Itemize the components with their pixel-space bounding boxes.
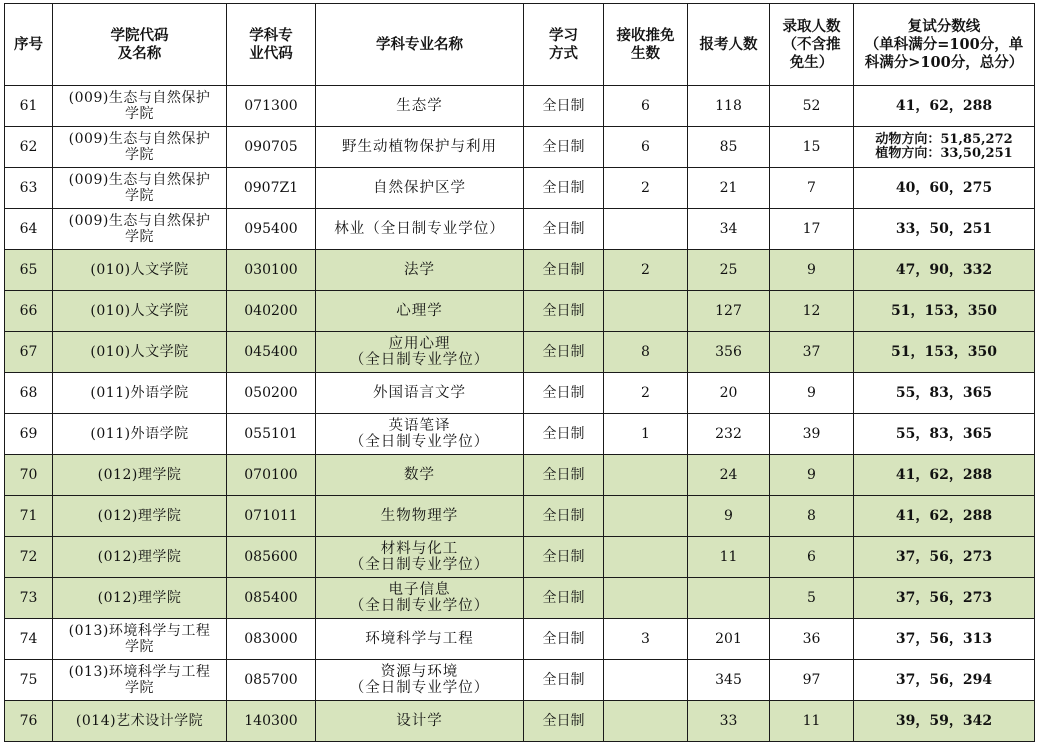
cell-code: 071011	[227, 496, 316, 537]
cell-admitted: 36	[770, 619, 854, 660]
cell-score-line	[854, 250, 1035, 291]
cell-admitted: 9	[770, 250, 854, 291]
cell-major-name-line: 外国语言文学	[373, 385, 466, 401]
cell-score-line	[854, 578, 1035, 619]
table-row	[5, 455, 1035, 496]
cell-college	[53, 209, 227, 250]
cell-college-line: (014)艺术设计学院	[75, 713, 204, 729]
cell-code: 030100	[227, 250, 316, 291]
cell-major-name-line: 林业（全日制专业学位）	[334, 221, 505, 237]
cell-score-line-line: 39，59，342	[895, 713, 993, 729]
cell-score-line-line: 动物方向：51,85,272	[875, 132, 1013, 147]
cell-exempt-count: 6	[604, 127, 688, 168]
cell-college	[53, 660, 227, 701]
cell-code: 050200	[227, 373, 316, 414]
cell-college	[53, 86, 227, 127]
cell-score-line	[854, 373, 1035, 414]
cell-college-line: (011)外语学院	[90, 426, 189, 442]
cell-seq: 66	[5, 291, 53, 332]
cell-applicants: 24	[688, 455, 770, 496]
cell-college	[53, 332, 227, 373]
cell-score-line-line: 41，62，288	[895, 508, 993, 524]
cell-college	[53, 537, 227, 578]
cell-study-mode: 全日制	[524, 209, 604, 250]
cell-exempt-count	[604, 578, 688, 619]
cell-college-line: 学院	[125, 229, 154, 245]
cell-college	[53, 619, 227, 660]
cell-seq: 73	[5, 578, 53, 619]
cell-score-line	[854, 414, 1035, 455]
cell-exempt-count: 2	[604, 168, 688, 209]
cell-seq: 64	[5, 209, 53, 250]
table-row	[5, 86, 1035, 127]
cell-admitted: 9	[770, 373, 854, 414]
cell-major-name	[316, 86, 524, 127]
cell-score-line-line: 33，50，251	[895, 221, 993, 237]
cell-seq: 70	[5, 455, 53, 496]
cell-college	[53, 578, 227, 619]
cell-study-mode: 全日制	[524, 578, 604, 619]
cell-admitted: 15	[770, 127, 854, 168]
cell-major-name-line: （全日制专业学位）	[349, 680, 490, 696]
table-row	[5, 701, 1035, 742]
cell-score-line	[854, 291, 1035, 332]
cell-study-mode: 全日制	[524, 414, 604, 455]
cell-major-name	[316, 209, 524, 250]
cell-college-line: (013)环境科学与工程	[68, 623, 211, 639]
cell-major-name	[316, 168, 524, 209]
cell-applicants: 34	[688, 209, 770, 250]
cell-score-line	[854, 496, 1035, 537]
cell-seq: 68	[5, 373, 53, 414]
cell-seq: 65	[5, 250, 53, 291]
cell-code: 095400	[227, 209, 316, 250]
cell-code: 0907Z1	[227, 168, 316, 209]
cell-college-line: (012)理学院	[97, 508, 182, 524]
table-row	[5, 496, 1035, 537]
cell-exempt-count	[604, 455, 688, 496]
header-exempt: 接收推免 生数	[604, 4, 688, 86]
table-row	[5, 373, 1035, 414]
cell-study-mode: 全日制	[524, 496, 604, 537]
cell-score-line-line: 37，56，294	[895, 672, 993, 688]
cell-admitted: 6	[770, 537, 854, 578]
cell-college	[53, 291, 227, 332]
cell-score-line	[854, 701, 1035, 742]
cell-seq: 61	[5, 86, 53, 127]
cell-admitted: 12	[770, 291, 854, 332]
cell-admitted: 11	[770, 701, 854, 742]
cell-admitted: 17	[770, 209, 854, 250]
cell-exempt-count	[604, 537, 688, 578]
admissions-table-document	[4, 3, 1035, 742]
cell-college	[53, 373, 227, 414]
cell-seq: 71	[5, 496, 53, 537]
cell-code: 085700	[227, 660, 316, 701]
cell-major-name	[316, 414, 524, 455]
cell-code: 083000	[227, 619, 316, 660]
table-row	[5, 619, 1035, 660]
cell-study-mode: 全日制	[524, 619, 604, 660]
table-row	[5, 660, 1035, 701]
cell-code: 040200	[227, 291, 316, 332]
cell-admitted: 7	[770, 168, 854, 209]
cell-college	[53, 168, 227, 209]
cell-code: 045400	[227, 332, 316, 373]
cell-college-line: (012)理学院	[97, 590, 182, 606]
cell-exempt-count	[604, 291, 688, 332]
cell-college-line: (011)外语学院	[90, 385, 189, 401]
cell-exempt-count	[604, 701, 688, 742]
cell-score-line-line: 51，153，350	[891, 344, 997, 360]
cell-major-name	[316, 619, 524, 660]
table-row	[5, 332, 1035, 373]
cell-code: 090705	[227, 127, 316, 168]
cell-major-name-line: （全日制专业学位）	[349, 434, 490, 450]
cell-score-line-line: 41，62，288	[895, 98, 993, 114]
cell-seq: 74	[5, 619, 53, 660]
cell-major-name-line: 自然保护区学	[373, 180, 466, 196]
cell-college-line: 学院	[125, 147, 154, 163]
cell-exempt-count: 3	[604, 619, 688, 660]
cell-exempt-count: 2	[604, 250, 688, 291]
cell-college	[53, 127, 227, 168]
cell-score-line	[854, 127, 1035, 168]
table-row	[5, 168, 1035, 209]
cell-major-name-line: 设计学	[396, 713, 443, 729]
cell-major-name	[316, 250, 524, 291]
cell-admitted: 37	[770, 332, 854, 373]
cell-college-line: (009)生态与自然保护	[68, 172, 211, 188]
table-row	[5, 127, 1035, 168]
cell-study-mode: 全日制	[524, 86, 604, 127]
cell-score-line	[854, 332, 1035, 373]
cell-code: 140300	[227, 701, 316, 742]
cell-seq: 69	[5, 414, 53, 455]
cell-major-name-line: 环境科学与工程	[365, 631, 474, 647]
header-name: 学科专业名称	[316, 4, 524, 86]
cell-major-name-line: （全日制专业学位）	[349, 352, 490, 368]
cell-applicants: 25	[688, 250, 770, 291]
cell-applicants: 85	[688, 127, 770, 168]
cell-major-name-line: 生物物理学	[380, 508, 459, 524]
cell-college	[53, 414, 227, 455]
cell-score-line-line: 47，90，332	[895, 262, 993, 278]
cell-college-line: (009)生态与自然保护	[68, 213, 211, 229]
cell-college-line: 学院	[125, 106, 154, 122]
cell-study-mode: 全日制	[524, 660, 604, 701]
cell-admitted: 9	[770, 455, 854, 496]
header-score: 复试分数线 （单科满分=100分，单 科满分>100分，总分）	[854, 4, 1035, 86]
cell-major-name-line: 电子信息	[388, 582, 451, 598]
table-row	[5, 537, 1035, 578]
cell-score-line-line: 55，83，365	[895, 426, 993, 442]
cell-major-name	[316, 660, 524, 701]
cell-major-name	[316, 496, 524, 537]
cell-score-line	[854, 660, 1035, 701]
cell-applicants: 232	[688, 414, 770, 455]
header-applicants: 报考人数	[688, 4, 770, 86]
cell-applicants: 9	[688, 496, 770, 537]
cell-exempt-count: 1	[604, 414, 688, 455]
cell-study-mode: 全日制	[524, 168, 604, 209]
cell-major-name-line: 材料与化工	[380, 541, 459, 557]
cell-major-name	[316, 332, 524, 373]
cell-exempt-count	[604, 660, 688, 701]
cell-code: 070100	[227, 455, 316, 496]
cell-seq: 75	[5, 660, 53, 701]
cell-study-mode: 全日制	[524, 373, 604, 414]
cell-study-mode: 全日制	[524, 332, 604, 373]
cell-college-line: 学院	[125, 188, 154, 204]
cell-score-line	[854, 619, 1035, 660]
cell-exempt-count	[604, 209, 688, 250]
cell-admitted: 52	[770, 86, 854, 127]
table-row	[5, 291, 1035, 332]
cell-applicants: 356	[688, 332, 770, 373]
cell-score-line-line: 37，56，313	[895, 631, 993, 647]
cell-exempt-count: 2	[604, 373, 688, 414]
cell-seq: 67	[5, 332, 53, 373]
cell-major-name-line: 法学	[404, 262, 435, 278]
cell-seq: 72	[5, 537, 53, 578]
cell-study-mode: 全日制	[524, 455, 604, 496]
cell-applicants: 33	[688, 701, 770, 742]
cell-score-line	[854, 209, 1035, 250]
cell-major-name-line: （全日制专业学位）	[349, 598, 490, 614]
table-row	[5, 250, 1035, 291]
cell-college-line: (010)人文学院	[90, 344, 189, 360]
cell-study-mode: 全日制	[524, 250, 604, 291]
header-code: 学科专 业代码	[227, 4, 316, 86]
cell-study-mode: 全日制	[524, 701, 604, 742]
cell-college-line: (012)理学院	[97, 467, 182, 483]
cell-score-line	[854, 455, 1035, 496]
cell-code: 085400	[227, 578, 316, 619]
cell-score-line-line: 55，83，365	[895, 385, 993, 401]
cell-applicants	[688, 578, 770, 619]
cell-college	[53, 250, 227, 291]
cell-score-line	[854, 537, 1035, 578]
cell-major-name-line: 心理学	[396, 303, 443, 319]
cell-major-name-line: 应用心理	[388, 336, 451, 352]
cell-applicants: 20	[688, 373, 770, 414]
cell-college-line: (012)理学院	[97, 549, 182, 565]
cell-applicants: 127	[688, 291, 770, 332]
cell-admitted: 5	[770, 578, 854, 619]
cell-major-name-line: 资源与环境	[380, 664, 459, 680]
cell-applicants: 21	[688, 168, 770, 209]
cell-major-name-line: （全日制专业学位）	[349, 557, 490, 573]
table-body	[5, 86, 1035, 742]
cell-seq: 62	[5, 127, 53, 168]
cell-score-line-line: 41，62，288	[895, 467, 993, 483]
cell-study-mode: 全日制	[524, 291, 604, 332]
cell-code: 055101	[227, 414, 316, 455]
cell-college-line: 学院	[125, 639, 154, 655]
cell-admitted: 97	[770, 660, 854, 701]
cell-major-name	[316, 701, 524, 742]
header-admitted: 录取人数 （不含推 免生）	[770, 4, 854, 86]
cell-exempt-count	[604, 496, 688, 537]
cell-score-line	[854, 86, 1035, 127]
cell-seq: 76	[5, 701, 53, 742]
cell-college	[53, 496, 227, 537]
admissions-table	[4, 3, 1035, 742]
cell-major-name-line: 野生动植物保护与利用	[342, 139, 497, 155]
cell-college-line: (010)人文学院	[90, 303, 189, 319]
cell-major-name	[316, 127, 524, 168]
cell-college-line: (010)人文学院	[90, 262, 189, 278]
cell-score-line-line: 37，56，273	[895, 549, 993, 565]
cell-score-line-line: 51，153，350	[891, 303, 997, 319]
cell-major-name	[316, 373, 524, 414]
cell-admitted: 8	[770, 496, 854, 537]
cell-major-name-line: 生态学	[396, 98, 443, 114]
cell-score-line-line: 植物方向：33,50,251	[875, 146, 1013, 161]
cell-college-line: 学院	[125, 680, 154, 696]
cell-major-name	[316, 455, 524, 496]
cell-college-line: (009)生态与自然保护	[68, 90, 211, 106]
cell-admitted: 39	[770, 414, 854, 455]
cell-exempt-count: 8	[604, 332, 688, 373]
cell-applicants: 118	[688, 86, 770, 127]
cell-code: 085600	[227, 537, 316, 578]
header-seq: 序号	[5, 4, 53, 86]
cell-major-name-line: 数学	[404, 467, 435, 483]
cell-major-name-line: 英语笔译	[388, 418, 451, 434]
cell-score-line-line: 37，56，273	[895, 590, 993, 606]
table-row	[5, 578, 1035, 619]
cell-study-mode: 全日制	[524, 127, 604, 168]
cell-major-name	[316, 537, 524, 578]
cell-major-name	[316, 291, 524, 332]
header-row	[5, 4, 1035, 86]
cell-applicants: 345	[688, 660, 770, 701]
cell-college	[53, 701, 227, 742]
cell-exempt-count: 6	[604, 86, 688, 127]
cell-applicants: 11	[688, 537, 770, 578]
cell-code: 071300	[227, 86, 316, 127]
cell-seq: 63	[5, 168, 53, 209]
cell-college-line: (009)生态与自然保护	[68, 131, 211, 147]
cell-major-name	[316, 578, 524, 619]
cell-college	[53, 455, 227, 496]
cell-study-mode: 全日制	[524, 537, 604, 578]
header-mode: 学习 方式	[524, 4, 604, 86]
cell-applicants: 201	[688, 619, 770, 660]
cell-college-line: (013)环境科学与工程	[68, 664, 211, 680]
header-college: 学院代码 及名称	[53, 4, 227, 86]
cell-score-line	[854, 168, 1035, 209]
table-row	[5, 414, 1035, 455]
cell-score-line-line: 40，60，275	[895, 180, 993, 196]
table-row	[5, 209, 1035, 250]
